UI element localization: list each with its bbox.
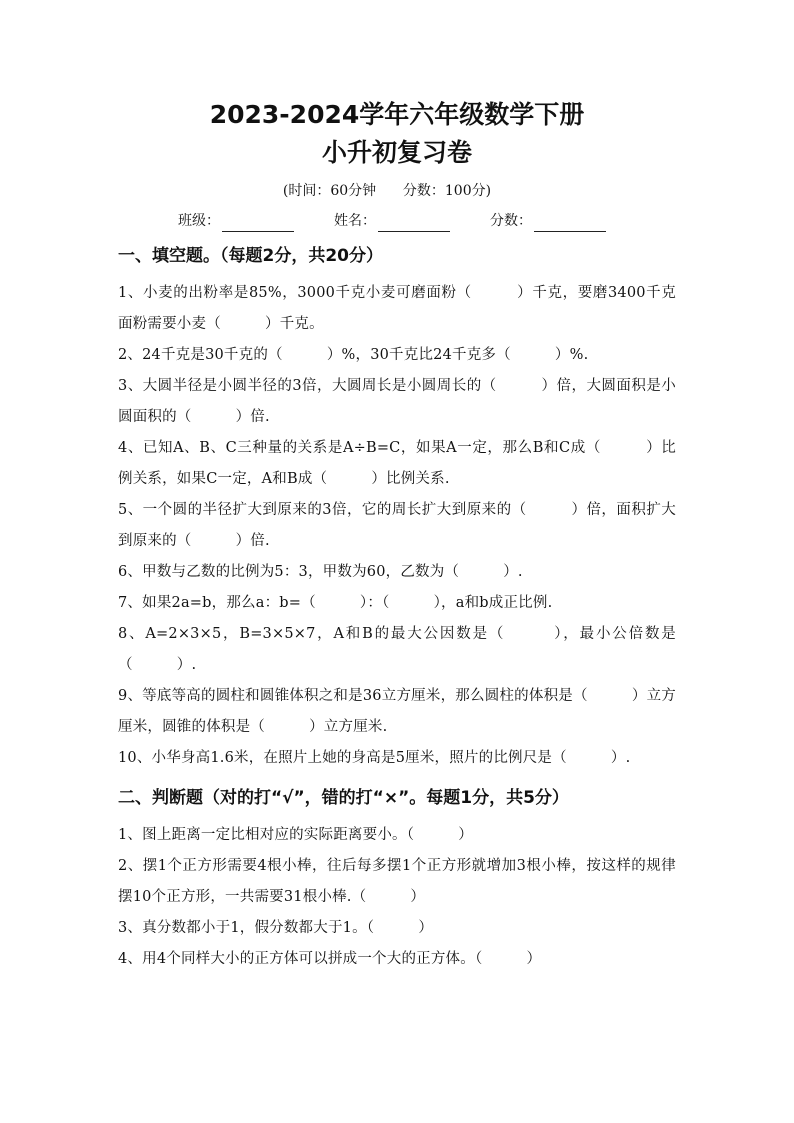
name-field <box>334 210 450 232</box>
question-item: 5、一个圆的半径扩大到原来的3倍，它的周长扩大到原来的（ ）倍，面积扩大到原来的（ ）倍. <box>118 502 676 549</box>
question-item: 10、小华身高1.6米，在照片上她的身高是5厘米，照片的比例尺是（ ）. <box>118 750 631 766</box>
question-item: 4、用4个同样大小的正方体可以拼成一个大的正方体。（ ） <box>118 951 542 967</box>
question-item: 1、小麦的出粉率是85%，3000千克小麦可磨面粉（ ）千克，要磨3400千克面粉需要小麦（ ）千克。 <box>118 285 676 332</box>
exam-time: (时间：60分钟 <box>282 183 377 199</box>
question-item: 2、24千克是30千克的（ ）%，30千克比24千克多（ ）%. <box>118 347 589 363</box>
question-item: 3、大圆半径是小圆半径的3倍，大圆周长是小圆周长的（ ）倍，大圆面积是小圆面积的（ ）倍. <box>118 378 676 425</box>
question-item: 9、等底等高的圆柱和圆锥体积之和是36立方厘米，那么圆柱的体积是（ ）立方厘米，圆锥的体积是（ ）立方厘米. <box>118 688 676 735</box>
name-blank[interactable] <box>378 215 450 232</box>
score-field <box>490 210 606 232</box>
exam-total-score: 分数：100分) <box>402 183 492 199</box>
student-info <box>118 210 676 232</box>
question-item: 1、图上距离一定比相对应的实际距离要小。（ ） <box>118 827 473 843</box>
question-item: 3、真分数都小于1，假分数都大于1。（ ） <box>118 920 434 936</box>
class-field <box>178 210 294 232</box>
exam-meta <box>118 180 676 202</box>
section-fill-in-heading: 一、填空题。（每题2分，共20分） <box>118 246 383 266</box>
section-judgement-heading: 二、判断题（对的打“√”，错的打“×”。每题1分，共5分） <box>118 788 569 808</box>
question-item: 4、已知A、B、C三种量的关系是A÷B=C，如果A一定，那么B和C成（ ）比例关系，如果C一定，A和B成（ ）比例关系. <box>118 440 676 487</box>
question-item: 8、A=2×3×5，B=3×5×7，A和B的最大公因数是（ ），最小公倍数是（ ）. <box>118 626 676 673</box>
question-item: 7、如果2a=b，那么a：b=（ ）：（ ），a和b成正比例. <box>118 595 553 611</box>
exam-subtitle: 小升初复习卷 <box>321 138 472 167</box>
class-blank[interactable] <box>222 215 294 232</box>
name-label: 姓名： <box>334 213 376 229</box>
score-blank[interactable] <box>534 215 606 232</box>
question-item: 6、甲数与乙数的比例为5：3，甲数为60，乙数为（ ）. <box>118 564 523 580</box>
question-item: 2、摆1个正方形需要4根小棒，往后每多摆1个正方形就增加3根小棒，按这样的规律摆10个正方形，一共需要31根小棒.（ ） <box>118 858 676 905</box>
score-label: 分数： <box>490 213 532 229</box>
class-label: 班级： <box>178 213 220 229</box>
exam-title: 2023-2024学年六年级数学下册 <box>209 100 585 129</box>
